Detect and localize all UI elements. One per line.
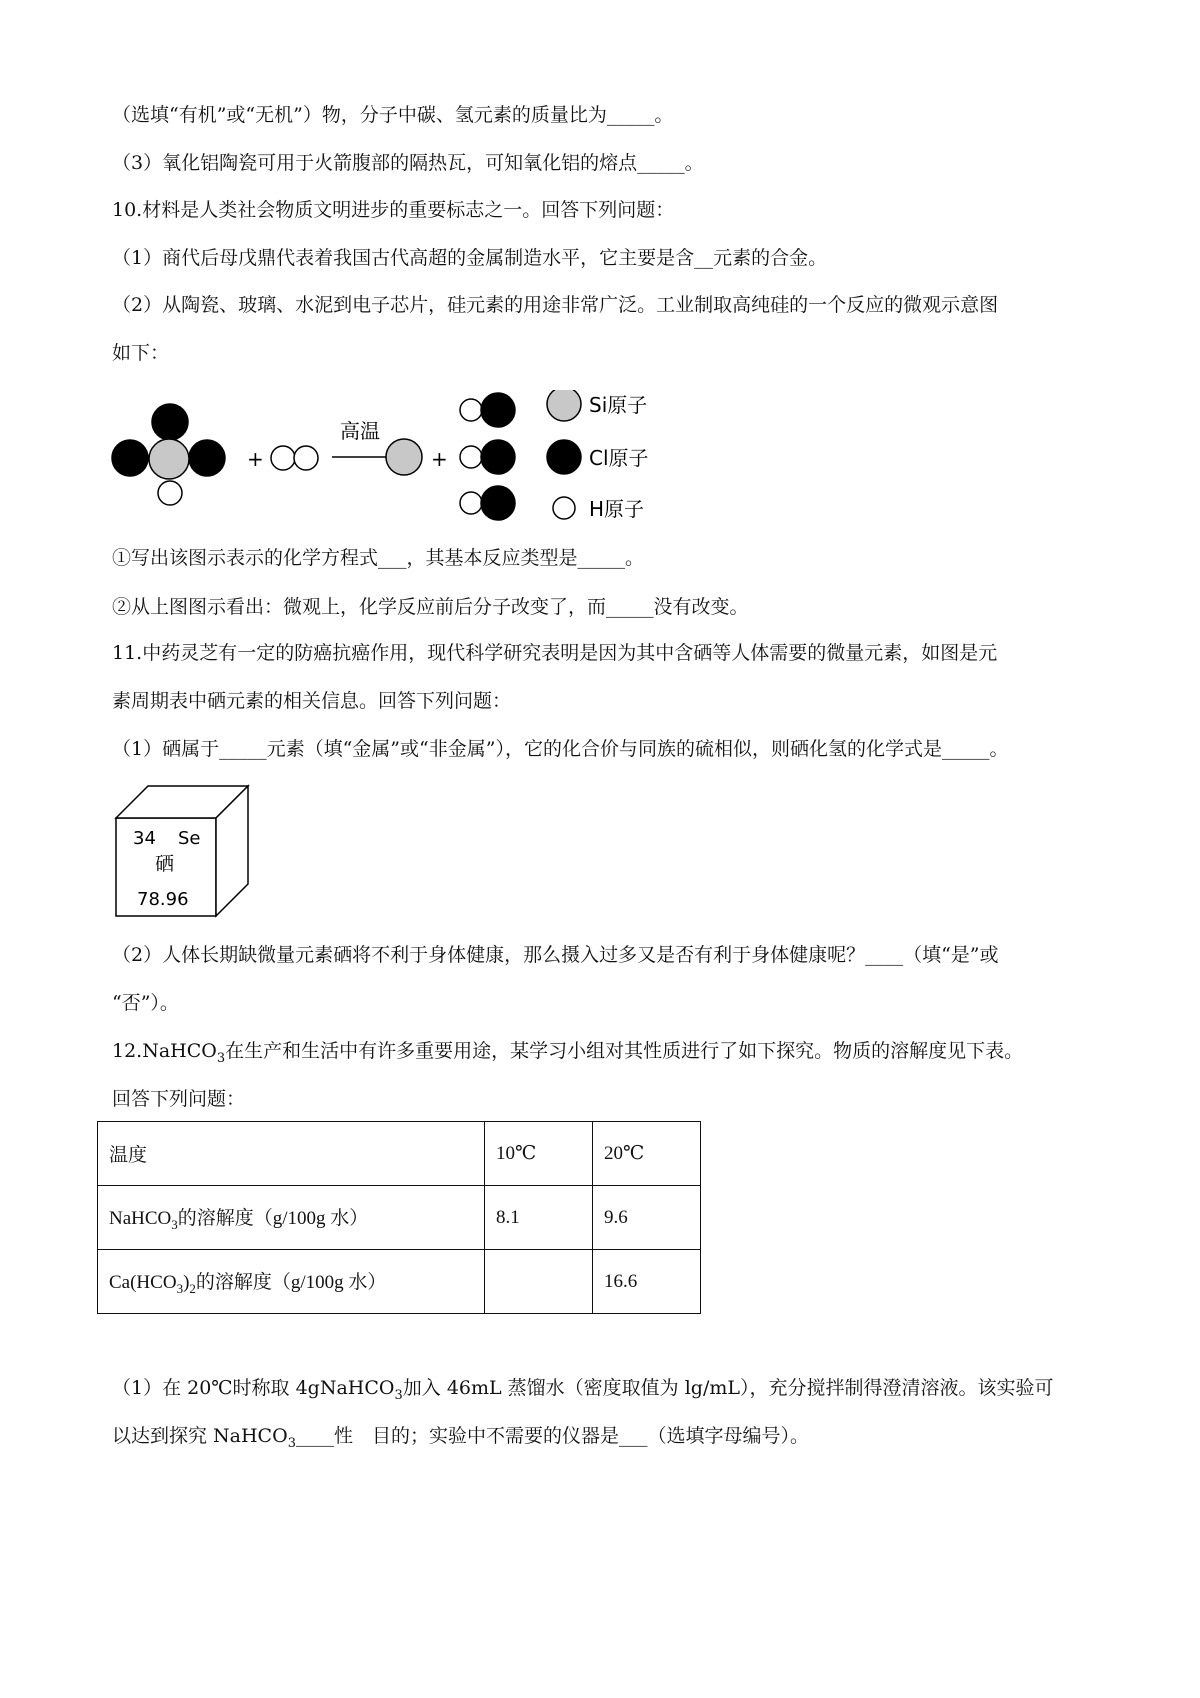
legend-si-label: Si原子 bbox=[589, 393, 648, 417]
plus-sign: + bbox=[431, 447, 448, 471]
element-name: 硒 bbox=[155, 853, 175, 875]
subscript: 2 bbox=[189, 1280, 196, 1296]
product-hcl-molecules bbox=[460, 393, 515, 520]
text-line bbox=[112, 1423, 809, 1457]
table-row bbox=[98, 1186, 701, 1250]
table-cell: 8.1 bbox=[485, 1186, 593, 1250]
question-10-sub-2: ②从上图图示看出：微观上，化学反应前后分子改变了，而_____没有改变。 bbox=[112, 596, 749, 618]
subscript: 3 bbox=[216, 1050, 226, 1066]
text-run: 加入 46mL 蒸馏水（密度取值为 lg/mL），充分搅拌制得澄清溶液。该实验可 bbox=[402, 1377, 1054, 1399]
text-run: 在生产和生活中有许多重要用途，某学习小组对其性质进行了如下探究。物质的溶解度见下表。 bbox=[225, 1040, 1024, 1062]
subscript: 3 bbox=[176, 1280, 184, 1296]
product-si bbox=[386, 439, 422, 475]
table-cell bbox=[98, 1250, 485, 1314]
text-run: ) bbox=[183, 1271, 190, 1293]
subscript: 3 bbox=[287, 1435, 296, 1451]
plus-sign: + bbox=[247, 447, 264, 471]
atomic-mass: 78.96 bbox=[137, 889, 189, 910]
text-line: “否”）。 bbox=[112, 992, 179, 1014]
table-cell: 温度 bbox=[98, 1122, 485, 1186]
table-cell bbox=[485, 1250, 593, 1314]
text-line: 如下： bbox=[112, 342, 170, 364]
question-12-part-1 bbox=[112, 1375, 1054, 1409]
text-run: Ca(HCO bbox=[109, 1271, 177, 1293]
text-run: （1）在 20℃时称取 4gNaHCO bbox=[112, 1377, 395, 1399]
table-row bbox=[98, 1250, 701, 1314]
text-run: 的溶解度（g/100g 水） bbox=[177, 1207, 369, 1229]
question-10-sub-1: ①写出该图示表示的化学方程式___，其基本反应类型是_____。 bbox=[112, 547, 645, 569]
text-line: 素周期表中硒元素的相关信息。回答下列问题： bbox=[112, 690, 512, 712]
question-11-part-1: （1）硒属于_____元素（填“金属”或“非金属”），它的化合价与同族的硫相似，则硒化氢的化学式是_____。 bbox=[112, 738, 1009, 760]
reaction-condition: 高温 bbox=[340, 419, 380, 443]
table-header-row bbox=[98, 1122, 701, 1186]
question-10-part-1: （1）商代后母戊鼎代表着我国古代高超的金属制造水平，它主要是含__元素的合金。 bbox=[112, 247, 828, 269]
element-card-selenium bbox=[112, 782, 272, 922]
table-cell: 16.6 bbox=[593, 1250, 701, 1314]
legend-si-swatch bbox=[547, 390, 581, 421]
question-11-title: 11.中药灵芝有一定的防癌抗癌作用，现代科学研究表明是因为其中含硒等人体需要的微量元素，如图是元 bbox=[112, 642, 998, 664]
legend-h-label: H原子 bbox=[589, 497, 645, 521]
text-line: （选填“有机”或“无机”）物，分子中碳、氢元素的质量比为_____。 bbox=[112, 104, 674, 126]
legend-h-swatch bbox=[553, 497, 575, 519]
element-symbol: Se bbox=[178, 828, 201, 849]
text-run: 以达到探究 NaHCO bbox=[112, 1425, 288, 1447]
text-line: （3）氧化铝陶瓷可用于火箭腹部的隔热瓦，可知氧化铝的熔点_____。 bbox=[112, 152, 704, 174]
question-11-part-2: （2）人体长期缺微量元素硒将不利于身体健康，那么摄入过多又是否有利于身体健康呢？____（填“是”或 bbox=[112, 944, 999, 966]
legend-cl-swatch bbox=[547, 440, 581, 474]
text-line: 回答下列问题： bbox=[112, 1088, 246, 1110]
text-run: NaHCO bbox=[109, 1207, 172, 1229]
text-run: ____性 目的；实验中不需要的仪器是___（选填字母编号）。 bbox=[295, 1425, 809, 1447]
legend bbox=[547, 390, 649, 521]
reactant-sicl3h-molecule bbox=[112, 404, 225, 505]
legend-cl-label: Cl原子 bbox=[589, 446, 649, 470]
table-cell: 10℃ bbox=[485, 1122, 593, 1186]
reactant-h2-molecule bbox=[271, 446, 318, 470]
text-run: 的溶解度（g/100g 水） bbox=[195, 1271, 387, 1293]
subscript: 3 bbox=[394, 1387, 403, 1403]
subscript: 3 bbox=[171, 1216, 178, 1232]
question-10-title: 10.材料是人类社会物质文明进步的重要标志之一。回答下列问题： bbox=[112, 199, 675, 221]
question-12-title bbox=[112, 1038, 1023, 1072]
text-run: 12.NaHCO bbox=[112, 1040, 217, 1062]
reaction-diagram bbox=[100, 390, 740, 530]
table-cell bbox=[98, 1186, 485, 1250]
solubility-table bbox=[97, 1121, 701, 1314]
question-10-part-2: （2）从陶瓷、玻璃、水泥到电子芯片，硅元素的用途非常广泛。工业制取高纯硅的一个反应的微观示意图 bbox=[112, 294, 999, 316]
atomic-number: 34 bbox=[133, 828, 156, 849]
table-cell: 9.6 bbox=[593, 1186, 701, 1250]
table-cell: 20℃ bbox=[593, 1122, 701, 1186]
